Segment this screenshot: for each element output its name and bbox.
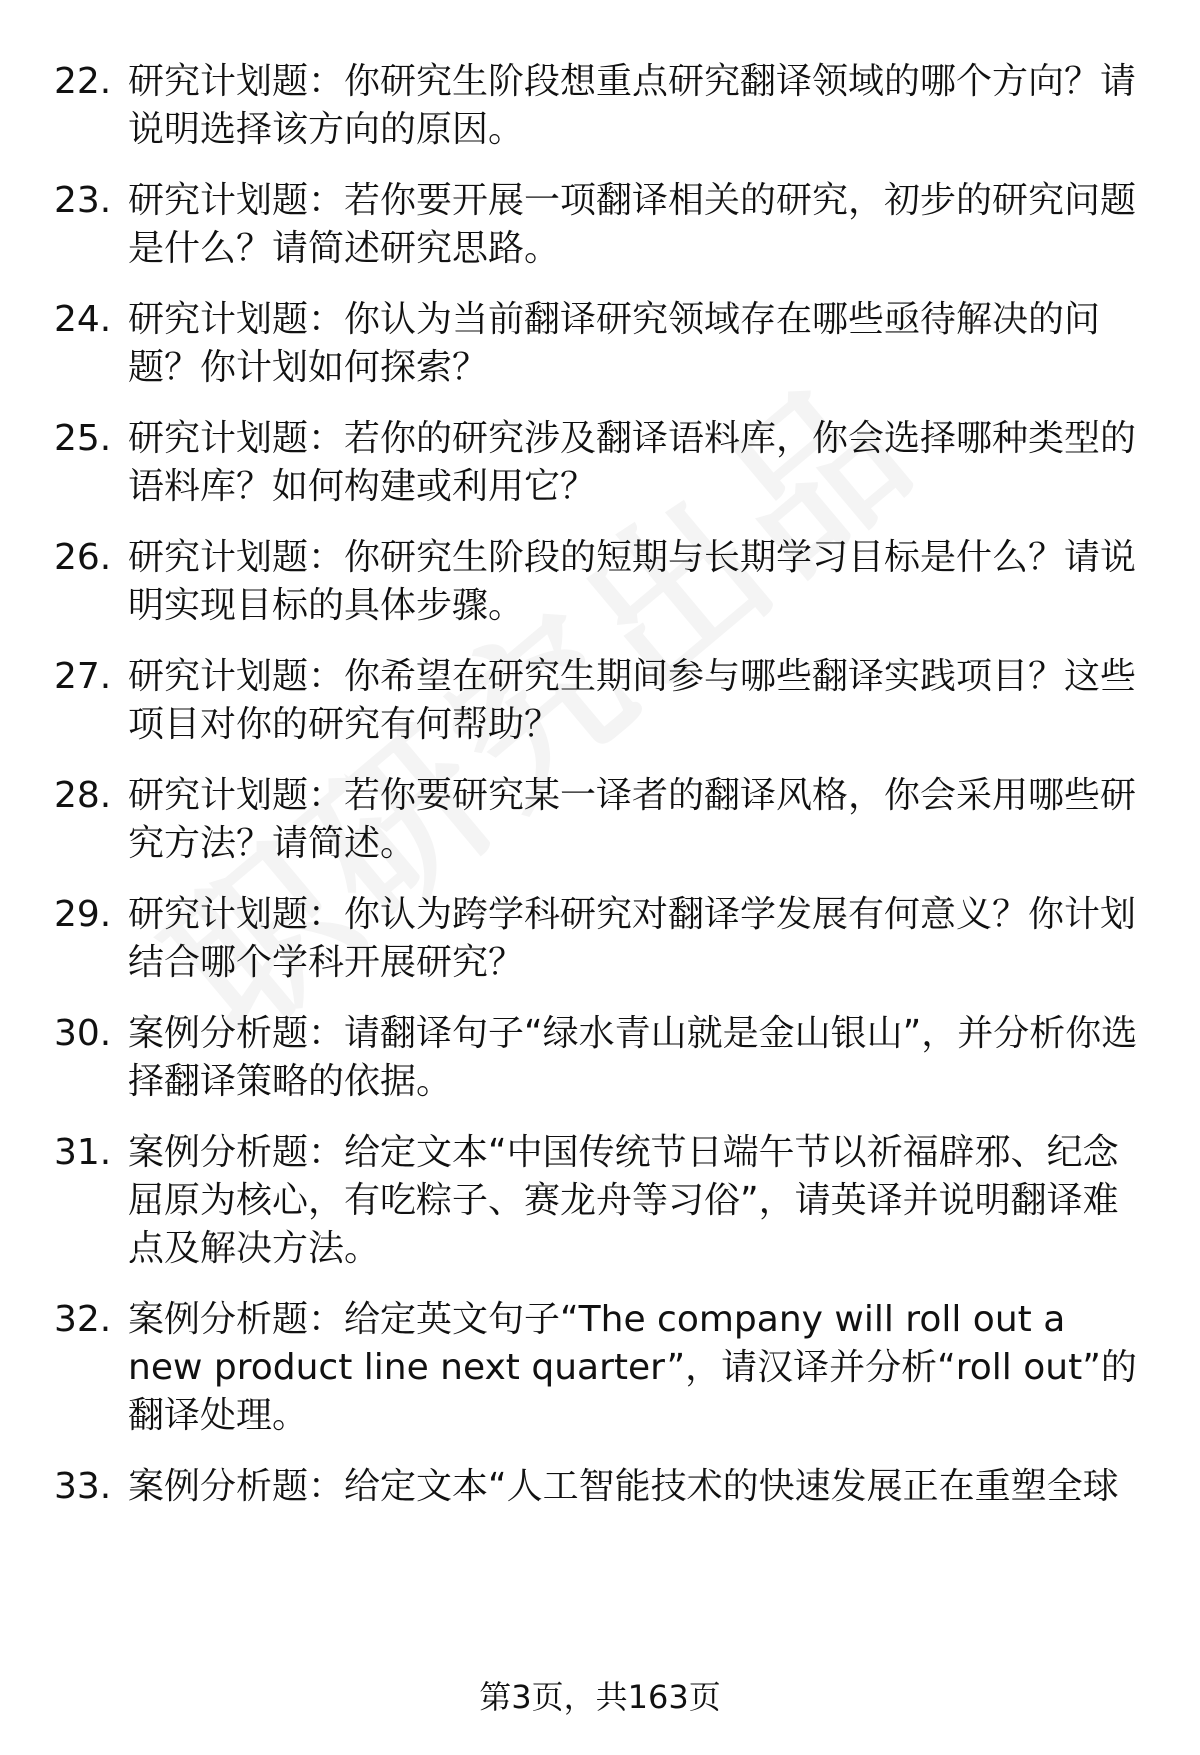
question-number: 28. bbox=[54, 775, 112, 816]
question-text: 研究计划题：若你要研究某一译者的翻译风格，你会采用哪些研究方法？请简述。 bbox=[128, 775, 1137, 864]
question-text: 研究计划题：若你的研究涉及翻译语料库，你会选择哪种类型的语料库？如何构建或利用它？ bbox=[128, 418, 1137, 507]
question-item bbox=[0, 1129, 1148, 1273]
question-number: 24. bbox=[54, 299, 112, 340]
question-text: 研究计划题：你认为当前翻译研究领域存在哪些亟待解决的问题？你计划如何探索？ bbox=[128, 299, 1101, 388]
question-text: 研究计划题：你认为跨学科研究对翻译学发展有何意义？你计划结合哪个学科开展研究？ bbox=[128, 894, 1137, 983]
question-number: 30. bbox=[54, 1013, 112, 1054]
question-list bbox=[0, 58, 1200, 1534]
question-item bbox=[0, 891, 1148, 987]
question-text: 研究计划题：你研究生阶段想重点研究翻译领域的哪个方向？请说明选择该方向的原因。 bbox=[128, 61, 1137, 150]
question-item bbox=[0, 1010, 1148, 1106]
question-text: 研究计划题：你研究生阶段的短期与长期学习目标是什么？请说明实现目标的具体步骤。 bbox=[128, 537, 1137, 626]
question-text: 案例分析题：给定文本“中国传统节日端午节以祈福辟邪、纪念屈原为核心，有吃粽子、赛龙舟等习俗”，请英译并说明翻译难点及解决方法。 bbox=[128, 1132, 1119, 1269]
question-item bbox=[0, 58, 1148, 154]
question-number: 27. bbox=[54, 656, 112, 697]
question-item bbox=[0, 772, 1148, 868]
question-text: 案例分析题：给定文本“人工智能技术的快速发展正在重塑全球 bbox=[128, 1466, 1119, 1507]
question-number: 31. bbox=[54, 1132, 112, 1173]
question-text: 案例分析题：给定英文句子“The company will roll out a new product line next quarter”，请汉译并分析“roll out”的翻译处理。 bbox=[128, 1299, 1137, 1436]
question-item bbox=[0, 177, 1148, 273]
question-number: 26. bbox=[54, 537, 112, 578]
question-item bbox=[0, 415, 1148, 511]
question-item bbox=[0, 1296, 1148, 1440]
question-item bbox=[0, 653, 1148, 749]
question-text: 案例分析题：请翻译句子“绿水青山就是金山银山”，并分析你选择翻译策略的依据。 bbox=[128, 1013, 1138, 1102]
question-text: 研究计划题：你希望在研究生期间参与哪些翻译实践项目？这些项目对你的研究有何帮助？ bbox=[128, 656, 1137, 745]
question-number: 25. bbox=[54, 418, 112, 459]
question-item bbox=[0, 534, 1148, 630]
question-number: 33. bbox=[54, 1466, 112, 1507]
question-item bbox=[0, 296, 1148, 392]
question-number: 23. bbox=[54, 180, 112, 221]
question-item bbox=[0, 1463, 1148, 1511]
question-number: 22. bbox=[54, 61, 112, 102]
question-text: 研究计划题：若你要开展一项翻译相关的研究，初步的研究问题是什么？请简述研究思路。 bbox=[128, 180, 1137, 269]
page-number-footer: 第3页，共163页 bbox=[479, 1678, 721, 1716]
question-number: 29. bbox=[54, 894, 112, 935]
question-number: 32. bbox=[54, 1299, 112, 1340]
